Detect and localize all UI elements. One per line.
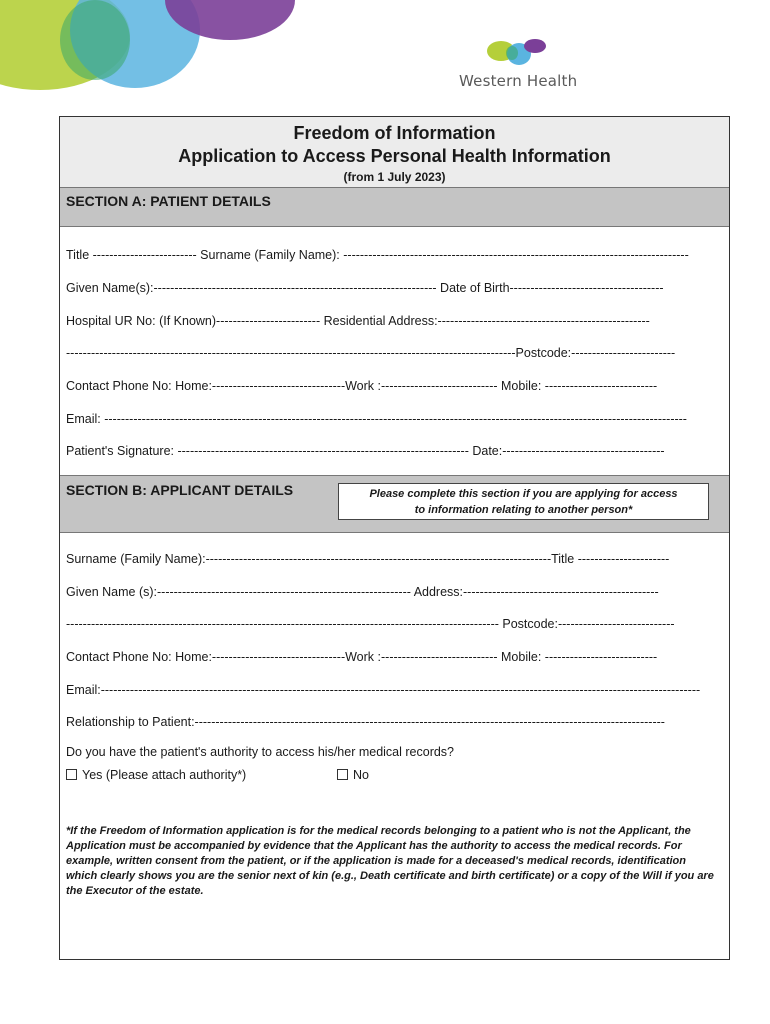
section-b-note xyxy=(338,483,709,520)
applicant-postcode-field[interactable]: -------------------------------------------------------------------------------------------------------- Postcode:---------------------------- xyxy=(66,617,675,631)
applicant-email-field[interactable]: Email:------------------------------------------------------------------------------------------------------------------------------------------------ xyxy=(66,683,701,697)
patient-phone-field[interactable]: Contact Phone No: Home:--------------------------------Work :---------------------------- Mobile: --------------------------- xyxy=(66,379,658,393)
patient-given-name-dob-field[interactable]: Given Name(s):-------------------------------------------------------------------- Date of Birth------------------------------------- xyxy=(66,281,664,295)
section-b-title: SECTION B: APPLICANT DETAILS xyxy=(66,482,294,498)
western-health-logo xyxy=(455,36,585,96)
option-yes[interactable] xyxy=(66,768,246,782)
yes-checkbox[interactable] xyxy=(66,769,77,780)
authority-footnote: *If the Freedom of Information application is for the medical records belonging to a patient who is not the Applicant, the Application must be accompanied by evidence that the Applicant has the authority to access the medical records. For example, written consent from the patient, or if the application is made for a deceased's medical records, identification which clearly shows you are the senior next of kin (e.g., Death certificate and birth certificate) or a copy of the Will if you are the Executor of the estate. xyxy=(66,825,714,897)
section-b-note-line1: Please complete this section if you are applying for access xyxy=(369,488,678,500)
form-subtitle: (from 1 July 2023) xyxy=(343,170,446,184)
option-no[interactable] xyxy=(337,768,369,782)
option-no-label: No xyxy=(353,768,369,782)
form-title-line2: Application to Access Personal Health Information xyxy=(178,146,611,166)
authority-question: Do you have the patient's authority to access his/her medical records? xyxy=(66,745,455,759)
logo-text: Western Health xyxy=(459,72,578,90)
patient-ur-address-field[interactable]: Hospital UR No: (If Known)------------------------- Residential Address:--------------------------------------------------- xyxy=(66,314,650,328)
patient-title-surname-field[interactable]: Title ------------------------- Surname (Family Name): ----------------------------------------------------------------------------------- xyxy=(66,248,689,262)
form-title: Freedom of Information xyxy=(293,123,496,143)
foi-application-form xyxy=(59,116,730,960)
patient-email-field[interactable]: Email: -------------------------------------------------------------------------------------------------------------------------------------------- xyxy=(66,412,687,426)
form-header xyxy=(60,117,729,188)
section-a-header xyxy=(60,187,729,227)
applicant-surname-title-field[interactable]: Surname (Family Name):-----------------------------------------------------------------------------------Title ---------------------- xyxy=(66,552,670,566)
applicant-phone-field[interactable]: Contact Phone No: Home:--------------------------------Work :---------------------------- Mobile: --------------------------- xyxy=(66,650,658,664)
option-yes-label: Yes (Please attach authority*) xyxy=(82,768,247,782)
patient-address-postcode-field[interactable]: ------------------------------------------------------------------------------------------------------------Postcode:------------------------- xyxy=(66,346,676,360)
applicant-relationship-field[interactable]: Relationship to Patient:----------------------------------------------------------------------------------------------------------------- xyxy=(66,715,665,729)
section-b-note-line2: to information relating to another person* xyxy=(414,504,633,516)
section-b-header xyxy=(60,475,729,533)
logo-mark-icon xyxy=(485,36,555,70)
decorative-corner-shapes xyxy=(0,0,300,100)
section-a-title: SECTION A: PATIENT DETAILS xyxy=(66,193,271,209)
applicant-given-name-address-field[interactable]: Given Name (s):------------------------------------------------------------- Address:----------------------------------------------- xyxy=(66,585,659,599)
patient-signature-date-field[interactable]: Patient's Signature: ---------------------------------------------------------------------- Date:--------------------------------------- xyxy=(66,444,665,458)
no-checkbox[interactable] xyxy=(337,769,348,780)
